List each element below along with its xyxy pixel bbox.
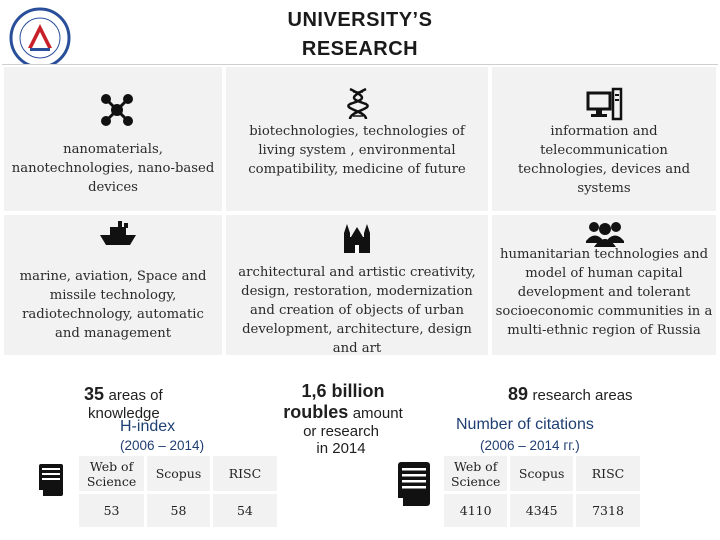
area-humanitarian bbox=[490, 213, 718, 357]
funding-rest: amount bbox=[352, 405, 403, 422]
hindex-header-scopus: Scopus bbox=[146, 455, 212, 493]
funding-stat bbox=[268, 381, 418, 457]
citations-header-wos: Web of Science bbox=[443, 455, 509, 493]
people-icon bbox=[586, 219, 624, 247]
area-biotech bbox=[224, 65, 490, 213]
research-count: 89 bbox=[508, 384, 529, 404]
citations-title: Number of citations bbox=[456, 416, 594, 433]
title-line-2: RESEARCH bbox=[301, 38, 419, 60]
funding-sub1: or research bbox=[303, 423, 379, 440]
hindex-period: (2006 – 2014) bbox=[120, 438, 205, 453]
hindex-value-scopus: 58 bbox=[146, 493, 212, 529]
citations-table bbox=[441, 453, 643, 530]
citations-value-scopus: 4345 bbox=[509, 493, 575, 529]
areas-of-knowledge-stat bbox=[84, 384, 163, 405]
area-nanotech bbox=[2, 65, 224, 213]
area-label: biotechnologies, technologies of living system , environmental compatibility, medicine of future bbox=[248, 124, 466, 177]
citations-value-risc: 7318 bbox=[575, 493, 642, 529]
funding-unit: roubles bbox=[283, 402, 349, 422]
citations-header-risc: RISC bbox=[575, 455, 642, 493]
citations-value-wos: 4110 bbox=[443, 493, 509, 529]
computer-icon bbox=[586, 87, 624, 121]
cathedral-icon bbox=[342, 221, 372, 253]
hindex-header-risc: RISC bbox=[211, 455, 278, 493]
research-areas-grid bbox=[2, 64, 718, 357]
page-title bbox=[200, 6, 520, 64]
molecule-icon bbox=[100, 93, 134, 127]
area-label: humanitarian technologies and model of human capital development and tolerant socioeconomic communities in a multi-ethnic region of Russia bbox=[495, 247, 713, 338]
research-areas-stat bbox=[508, 384, 633, 405]
ship-icon bbox=[98, 221, 138, 247]
hindex-value-risc: 54 bbox=[211, 493, 278, 529]
areas-label: areas of bbox=[108, 387, 163, 404]
research-label: research areas bbox=[532, 387, 633, 404]
book-icon bbox=[36, 462, 66, 498]
hindex-value-wos: 53 bbox=[78, 493, 146, 529]
hindex-table bbox=[76, 453, 280, 530]
dna-icon bbox=[346, 87, 370, 121]
funding-value: 1,6 billion bbox=[301, 381, 385, 401]
citations-period: (2006 – 2014 гг.) bbox=[480, 438, 580, 453]
area-architecture bbox=[224, 213, 490, 357]
knowledge-label: knowledge bbox=[88, 405, 160, 422]
hindex-title: H-index bbox=[120, 418, 176, 435]
hindex-header-wos: Web of Science bbox=[78, 455, 146, 493]
university-logo bbox=[8, 6, 72, 70]
area-label: information and telecommunication technologies, devices and systems bbox=[517, 124, 691, 196]
area-ict bbox=[490, 65, 718, 213]
area-label: architectural and artistic creativity, design, restoration, modernization and creation of objects of urban development, architecture, design and art bbox=[238, 265, 476, 356]
area-label: marine, aviation, Space and missile technology, radiotechnology, automatic and management bbox=[19, 269, 207, 341]
citations-header-scopus: Scopus bbox=[509, 455, 575, 493]
area-marine-aviation bbox=[2, 213, 224, 357]
funding-sub2: in 2014 bbox=[316, 440, 366, 457]
title-line-1: UNIVERSITY’S bbox=[287, 9, 433, 31]
areas-count: 35 bbox=[84, 384, 105, 404]
area-label: nanomaterials, nanotechnologies, nano-based devices bbox=[11, 142, 215, 195]
book-icon bbox=[394, 460, 434, 508]
